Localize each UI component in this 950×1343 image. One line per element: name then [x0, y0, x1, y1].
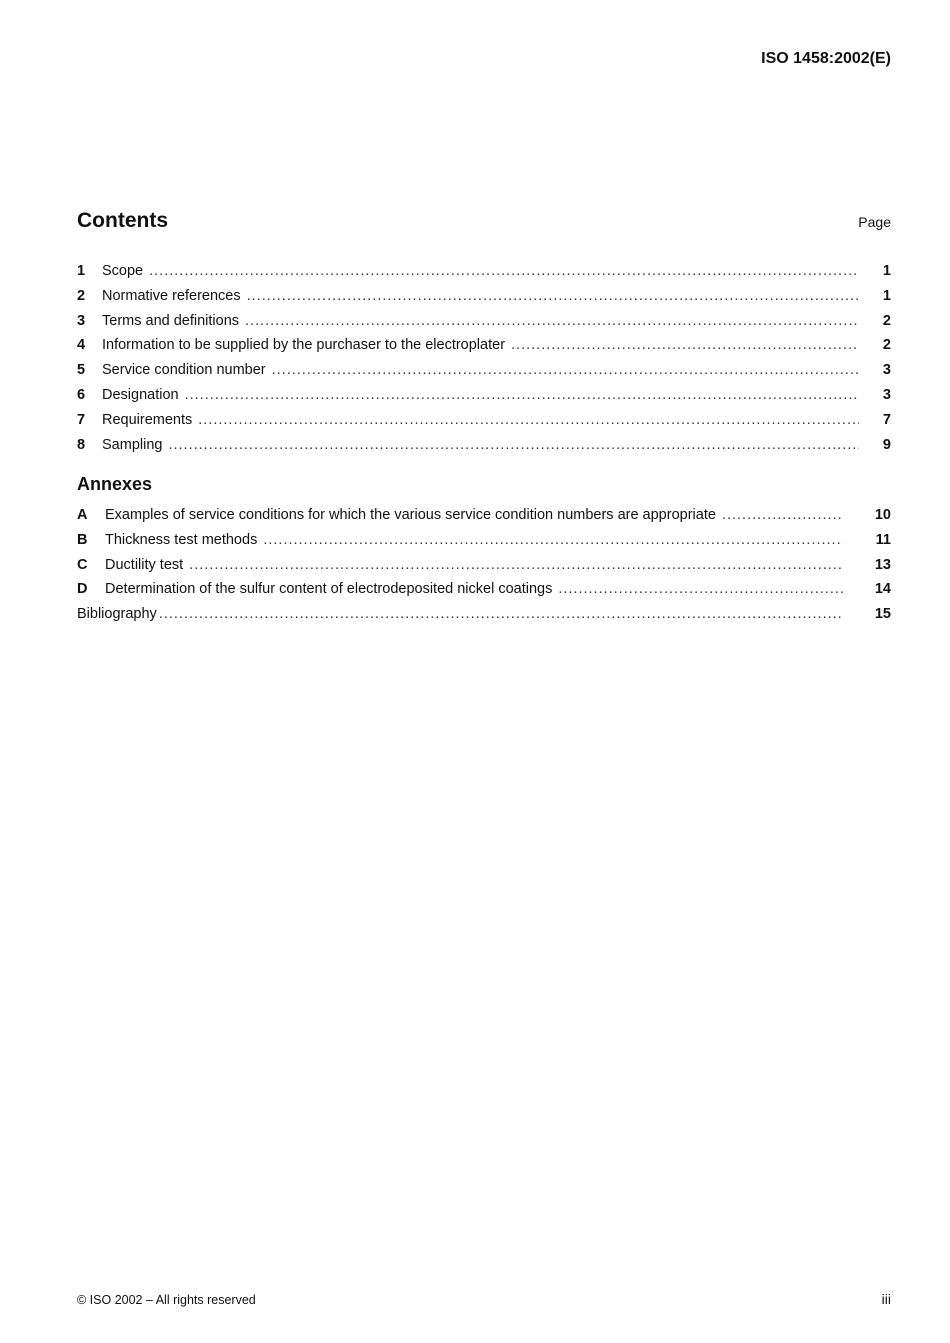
- annex-title: Determination of the sulfur content of electrodeposited nickel coatings: [105, 581, 553, 598]
- bibliography-entry[interactable]: [77, 606, 891, 631]
- annex-entry[interactable]: [77, 507, 891, 532]
- dot-leader: [168, 437, 859, 453]
- dot-leader: [189, 557, 843, 573]
- toc-entry-number: 6: [77, 386, 86, 403]
- toc-entry[interactable]: [77, 337, 891, 362]
- dot-leader: [272, 362, 859, 378]
- contents-title: Contents: [77, 209, 168, 232]
- annex-letter: A: [77, 507, 88, 523]
- annex-page: 10: [874, 507, 891, 523]
- annex-letter: B: [77, 531, 88, 548]
- contents-list: [77, 263, 891, 461]
- toc-entry-number: 3: [77, 312, 86, 329]
- copyright-notice: © ISO 2002 – All rights reserved: [77, 1293, 256, 1307]
- dot-leader: [558, 581, 843, 597]
- toc-entry-number: 2: [77, 287, 86, 304]
- toc-entry-page: 2: [882, 337, 891, 354]
- toc-entry[interactable]: [77, 362, 891, 387]
- toc-entry-number: 7: [77, 411, 86, 428]
- annex-page: 14: [874, 581, 891, 598]
- toc-entry-title: Sampling: [102, 436, 163, 453]
- dot-leader: [245, 313, 859, 329]
- toc-entry-title: Normative references: [102, 287, 241, 304]
- toc-entry[interactable]: [77, 288, 891, 313]
- annexes-section: [77, 474, 891, 631]
- toc-entry-number: 1: [77, 263, 86, 279]
- toc-entry-number: 8: [77, 436, 86, 453]
- dot-leader: [149, 263, 859, 279]
- annex-letter: C: [77, 556, 88, 573]
- toc-entry-page: 3: [882, 386, 891, 403]
- toc-entry-title: Service condition number: [102, 362, 266, 379]
- dot-leader: [511, 337, 859, 353]
- toc-entry-title: Information to be supplied by the purchaser to the electroplater: [102, 337, 506, 354]
- annex-title: Thickness test methods: [105, 531, 258, 548]
- dot-leader: [247, 288, 859, 304]
- toc-entry-title: Scope: [102, 263, 144, 279]
- toc-entry[interactable]: [77, 313, 891, 338]
- annex-page: 13: [874, 556, 891, 573]
- annex-title: Ductility test: [105, 556, 184, 573]
- bibliography-title: Bibliography: [77, 606, 157, 623]
- toc-entry[interactable]: [77, 437, 891, 462]
- annex-letter: D: [77, 581, 88, 598]
- contents-header: [77, 209, 891, 233]
- toc-entry[interactable]: [77, 387, 891, 412]
- toc-entry-page: 3: [882, 362, 891, 379]
- toc-entry-title: Requirements: [102, 411, 193, 428]
- annex-entry[interactable]: [77, 581, 891, 606]
- dot-leader: [185, 387, 859, 403]
- toc-entry-page: 2: [882, 312, 891, 329]
- toc-entry-number: 4: [77, 337, 86, 354]
- toc-entry[interactable]: [77, 263, 891, 288]
- toc-entry-page: 9: [882, 436, 891, 453]
- annex-page: 11: [875, 531, 891, 548]
- page-number: iii: [881, 1291, 891, 1307]
- dot-leader: [198, 412, 859, 428]
- dot-leader: [263, 532, 843, 548]
- toc-entry-page: 1: [882, 263, 891, 279]
- dot-leader: [159, 606, 843, 622]
- toc-entry-title: Terms and definitions: [102, 312, 240, 329]
- toc-entry-page: 1: [882, 287, 891, 304]
- bibliography-page: 15: [874, 606, 891, 623]
- annex-entry[interactable]: [77, 532, 891, 557]
- toc-entry-title: Designation: [102, 386, 179, 403]
- annex-title: Examples of service conditions for which the various service condition numbers are appropriate: [105, 507, 716, 523]
- toc-entry-page: 7: [882, 411, 891, 428]
- toc-entry-number: 5: [77, 362, 86, 379]
- annexes-title: Annexes: [77, 474, 153, 494]
- page-column-label: Page: [858, 214, 891, 230]
- toc-entry[interactable]: [77, 412, 891, 437]
- document-id: ISO 1458:2002(E): [761, 50, 891, 67]
- annex-entry[interactable]: [77, 557, 891, 582]
- dot-leader: [722, 507, 843, 523]
